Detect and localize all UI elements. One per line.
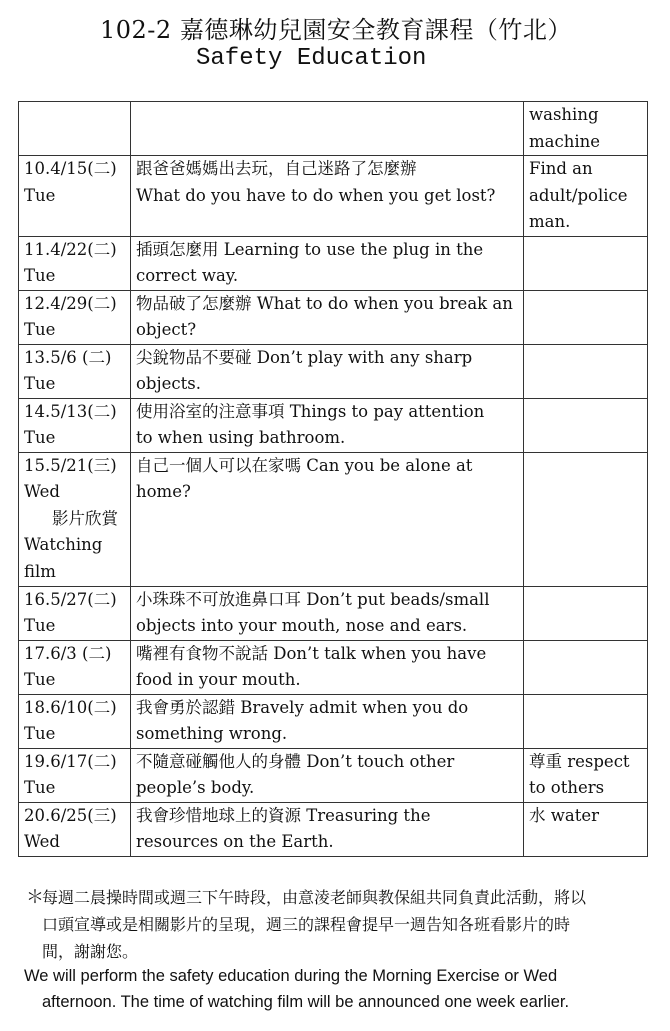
- date-label: 20.6/25(三): [24, 805, 117, 825]
- date-cell: [19, 694, 131, 748]
- topic-text: correct way.: [136, 266, 239, 285]
- topic-text: something wrong.: [136, 724, 288, 743]
- note-cell: [524, 452, 648, 586]
- topic-text: 插頭怎麼用 Learning to use the plug in the: [136, 239, 484, 259]
- table-row: [19, 290, 648, 344]
- date-cell: [19, 640, 131, 694]
- topic-text: 尖銳物品不要碰 Don’t play with any sharp: [136, 347, 473, 367]
- date-cell: [19, 748, 131, 802]
- asterisk-icon: ＊: [26, 887, 44, 908]
- note-cell: [524, 586, 648, 640]
- table-row: [19, 398, 648, 452]
- date-cell: [19, 398, 131, 452]
- topic-cell: [131, 156, 524, 237]
- table-row: [19, 586, 648, 640]
- topic-text: 我會勇於認錯 Bravely admit when you do: [136, 697, 469, 717]
- note-cell: [524, 236, 648, 290]
- topic-cell: [131, 748, 524, 802]
- topic-text: What do you have to do when you get lost?: [136, 185, 496, 205]
- table-row: [19, 748, 648, 802]
- date-cell: [19, 290, 131, 344]
- topic-cell: [131, 102, 524, 156]
- topic-text: 我會珍惜地球上的資源 Treasuring the: [136, 805, 431, 825]
- note-cell: [524, 640, 648, 694]
- date-cell: [19, 586, 131, 640]
- note-text: machine: [529, 131, 601, 151]
- note-text: washing: [529, 105, 599, 124]
- weekday-label: Tue: [24, 320, 56, 339]
- topic-text: 小珠珠不可放進鼻口耳 Don’t put beads/small: [136, 589, 490, 609]
- topic-text: home?: [136, 482, 191, 501]
- topic-cell: [131, 694, 524, 748]
- table-row: [19, 640, 648, 694]
- topic-cell: [131, 586, 524, 640]
- note-text: man.: [529, 212, 571, 231]
- topic-text: food in your mouth.: [136, 670, 301, 689]
- footnote-chinese-line: 口頭宣導或是相關影片的呈現，週三的課程會提早一週告知各班看影片的時: [42, 915, 571, 934]
- date-label: 19.6/17(二): [24, 751, 117, 771]
- topic-text: objects into your mouth, nose and ears.: [136, 616, 468, 635]
- topic-cell: [131, 290, 524, 344]
- note-cell: [524, 156, 648, 237]
- weekday-label: Tue: [24, 670, 56, 689]
- activity-label: Watching: [24, 535, 103, 554]
- table-row: [19, 236, 648, 290]
- page-title: 102-2 嘉德琳幼兒園安全教育課程（竹北）: [100, 16, 572, 44]
- date-label: 16.5/27(二): [24, 589, 117, 609]
- date-label: 15.5/21(三): [24, 455, 117, 475]
- footnote-chinese: [26, 884, 646, 965]
- date-label: 13.5/6 (二): [24, 347, 112, 367]
- footnote-chinese-line: 每週二晨操時間或週三下午時段，由意淩老師與教保組共同負責此活動，將以: [42, 888, 587, 907]
- note-text: 尊重 respect: [529, 751, 630, 771]
- activity-label: 影片欣賞: [52, 508, 118, 528]
- table-row: [19, 344, 648, 398]
- topic-text: object?: [136, 320, 197, 339]
- weekday-label: Tue: [24, 778, 56, 797]
- date-label: 17.6/3 (二): [24, 643, 112, 663]
- topic-text: resources on the Earth.: [136, 832, 334, 851]
- note-text: to others: [529, 778, 605, 797]
- topic-cell: [131, 452, 524, 586]
- date-cell: [19, 102, 131, 156]
- topic-text: people’s body.: [136, 778, 255, 797]
- note-text: adult/police: [529, 185, 628, 205]
- topic-text: 跟爸爸媽媽出去玩，自己迷路了怎麼辦: [136, 159, 417, 178]
- table-row: [19, 802, 648, 856]
- note-cell: [524, 290, 648, 344]
- note-text: 水 water: [529, 805, 599, 825]
- date-cell: [19, 802, 131, 856]
- note-cell: [524, 694, 648, 748]
- date-label: 11.4/22(二): [24, 239, 117, 259]
- weekday-label: Tue: [24, 616, 56, 635]
- date-cell: [19, 236, 131, 290]
- weekday-label: Tue: [24, 266, 56, 285]
- date-label: 14.5/13(二): [24, 401, 117, 421]
- footnote-chinese-line: 間，謝謝您。: [42, 942, 139, 961]
- footnote-english-line: We will perform the safety education during the Morning Exercise or Wed: [24, 967, 558, 985]
- date-label: 12.4/29(二): [24, 293, 117, 313]
- note-cell: [524, 398, 648, 452]
- date-cell: [19, 156, 131, 237]
- topic-text: 自己一個人可以在家嗎 Can you be alone at: [136, 455, 473, 475]
- topic-text: to when using bathroom.: [136, 428, 346, 447]
- note-cell: [524, 344, 648, 398]
- footnote-english: [24, 963, 649, 1015]
- weekday-label: Tue: [24, 724, 56, 743]
- topic-cell: [131, 344, 524, 398]
- note-cell: [524, 802, 648, 856]
- table-row: [19, 452, 648, 586]
- table-row: [19, 102, 648, 156]
- schedule-table-body: [19, 102, 648, 857]
- topic-text: 物品破了怎麼辦 What to do when you break an: [136, 293, 513, 313]
- footnote-english-line: afternoon. The time of watching film will be announced one week earlier.: [42, 993, 570, 1011]
- table-row: [19, 694, 648, 748]
- weekday-label: Wed: [24, 832, 60, 851]
- topic-cell: [131, 640, 524, 694]
- weekday-label: Tue: [24, 374, 56, 393]
- topic-text: objects.: [136, 374, 201, 393]
- topic-cell: [131, 398, 524, 452]
- activity-label: film: [24, 561, 56, 581]
- weekday-label: Tue: [24, 428, 56, 447]
- schedule-table: [18, 101, 648, 857]
- weekday-label: Wed: [24, 482, 60, 501]
- date-label: 10.4/15(二): [24, 159, 117, 178]
- topic-cell: [131, 236, 524, 290]
- note-cell: [524, 748, 648, 802]
- note-cell: [524, 102, 648, 156]
- date-label: 18.6/10(二): [24, 697, 117, 717]
- topic-cell: [131, 802, 524, 856]
- date-cell: [19, 344, 131, 398]
- page-subtitle: Safety Education: [196, 45, 427, 72]
- date-cell: [19, 452, 131, 586]
- weekday-label: Tue: [24, 185, 56, 205]
- topic-text: 嘴裡有食物不說話 Don’t talk when you have: [136, 643, 487, 663]
- topic-text: 不隨意碰觸他人的身體 Don’t touch other: [136, 751, 455, 771]
- note-text: Find an: [529, 159, 593, 178]
- topic-text: 使用浴室的注意事項 Things to pay attention: [136, 401, 485, 421]
- table-row: [19, 156, 648, 237]
